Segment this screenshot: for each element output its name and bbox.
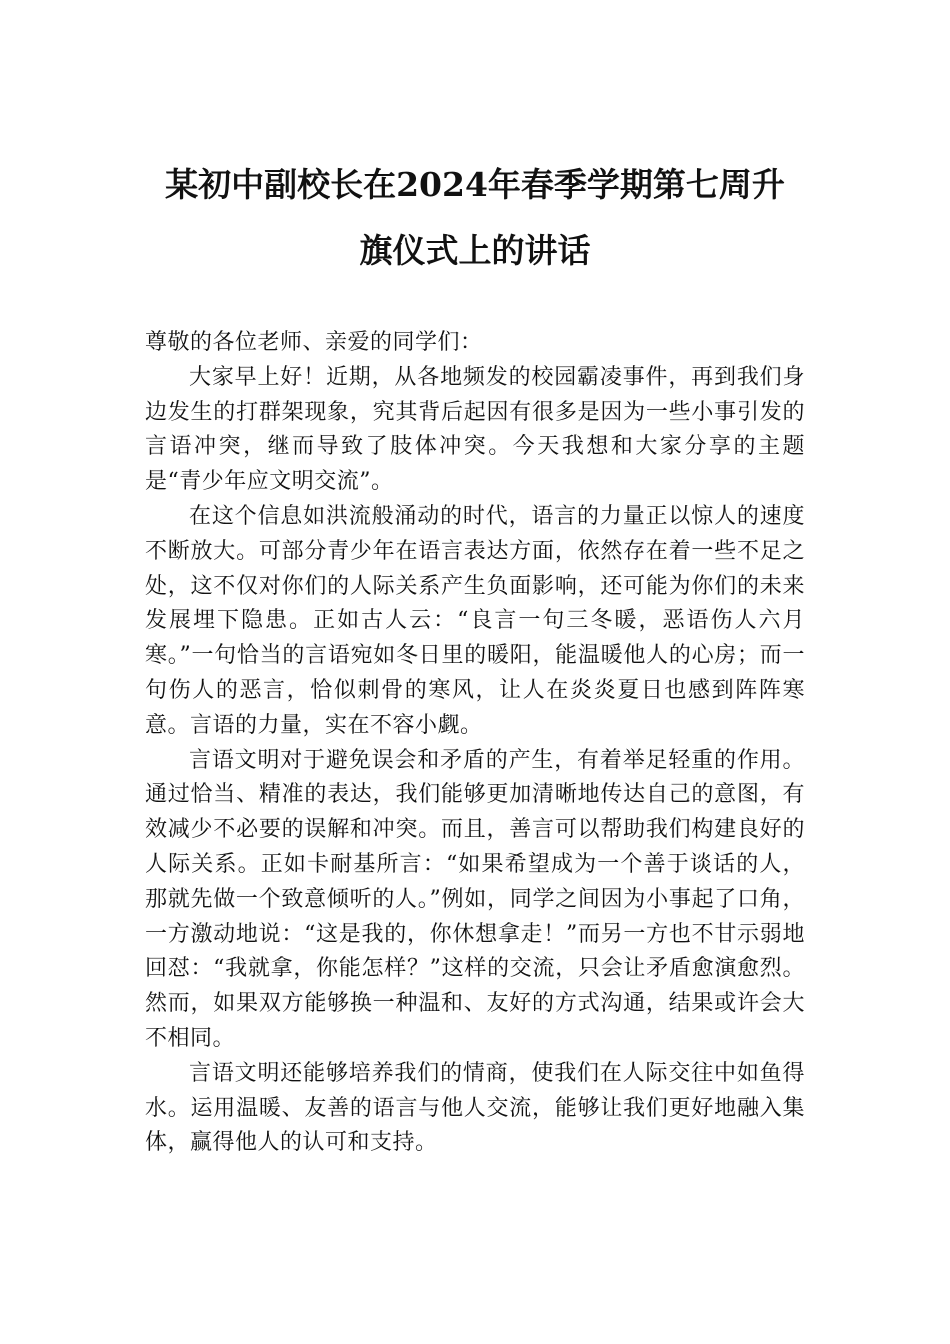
salutation: 尊敬的各位老师、亲爱的同学们： bbox=[145, 330, 483, 355]
paragraph-1: 大家早上好！近期，从各地频发的校园霸凌事件，再到我们身边发生的打群架现象，究其背后起因有很多是因为一些小事引发的言语冲突，继而导致了肢体冲突。今天我想和大家分享的主题是“青少年应文明交流”。 bbox=[145, 364, 805, 495]
paragraph-4: 言语文明还能够培养我们的情商，使我们在人际交往中如鱼得水。运用温暖、友善的语言与他人交流，能够让我们更好地融入集体，赢得他人的认可和支持。 bbox=[145, 1060, 805, 1156]
paragraph-3: 言语文明对于避免误会和矛盾的产生，有着举足轻重的作用。通过恰当、精准的表达，我们能够更加清晰地传达自己的意图，有效减少不必要的误解和冲突。而且，善言可以帮助我们构建良好的人际关系。正如卡耐基所言：“如果希望成为一个善于谈话的人，那就先做一个致意倾听的人。”例如，同学之间因为小事起了口角，一方激动地说：“这是我的，你休想拿走！”而另一方也不甘示弱地回怼：“我就拿，你能怎样？”这样的交流，只会让矛盾愈演愈烈。然而，如果双方能够换一种温和、友好的方式沟通，结果或许会大不相同。 bbox=[145, 747, 805, 1051]
paragraph-2: 在这个信息如洪流般涌动的时代，语言的力量正以惊人的速度不断放大。可部分青少年在语言表达方面，依然存在着一些不足之处，这不仅对你们的人际关系产生负面影响，还可能为你们的未来发展埋下隐患。正如古人云：“良言一句三冬暖，恶语伤人六月寒。”一句恰当的言语宛如冬日里的暖阳，能温暖他人的心房；而一句伤人的恶言，恰似刺骨的寒风，让人在炎炎夏日也感到阵阵寒意。言语的力量，实在不容小觑。 bbox=[145, 503, 805, 738]
title-line-1: 某初中副校长在2024年春季学期第七周升 bbox=[165, 165, 785, 204]
document-title bbox=[120, 152, 830, 284]
title-line-2: 旗仪式上的讲话 bbox=[359, 231, 591, 270]
document-body bbox=[145, 326, 805, 1161]
